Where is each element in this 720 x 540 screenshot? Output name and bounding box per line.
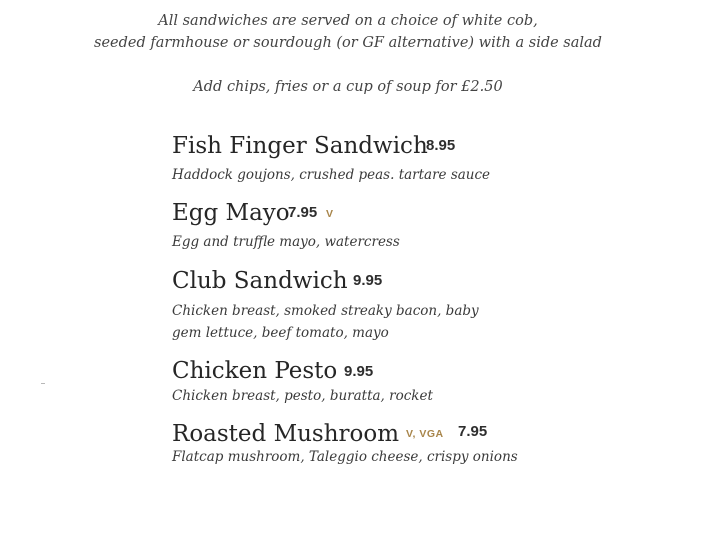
vegan-option-badge: V, VGA	[406, 428, 444, 440]
item-price: 9.95	[353, 272, 383, 289]
item-price: 9.95	[344, 363, 374, 380]
item-description: Chicken breast, smoked streaky bacon, baby	[172, 303, 479, 319]
item-name: Egg Mayo	[172, 200, 290, 226]
item-description: Flatcap mushroom, Taleggio cheese, crispy onions	[172, 449, 518, 465]
item-description: Egg and truffle mayo, watercress	[172, 234, 400, 250]
intro-line-1: All sandwiches are served on a choice of white cob,	[158, 13, 538, 29]
addon-note: Add chips, fries or a cup of soup for £2.50	[193, 79, 503, 95]
item-name: Club Sandwich	[172, 268, 348, 294]
stray-mark	[41, 383, 45, 384]
intro-line-2: seeded farmhouse or sourdough (or GF alternative) with a side salad	[94, 35, 602, 51]
item-price: 8.95	[426, 137, 456, 154]
item-description: Chicken breast, pesto, buratta, rocket	[172, 388, 433, 404]
item-name: Fish Finger Sandwich	[172, 133, 428, 159]
item-name: Roasted Mushroom	[172, 421, 400, 447]
item-price: 7.95	[458, 423, 488, 440]
item-name: Chicken Pesto	[172, 358, 338, 384]
vegetarian-badge: V	[326, 208, 334, 220]
item-price: 7.95	[288, 204, 318, 221]
item-description: Haddock goujons, crushed peas. tartare sauce	[172, 167, 491, 183]
item-description-line-2: gem lettuce, beef tomato, mayo	[172, 325, 389, 341]
